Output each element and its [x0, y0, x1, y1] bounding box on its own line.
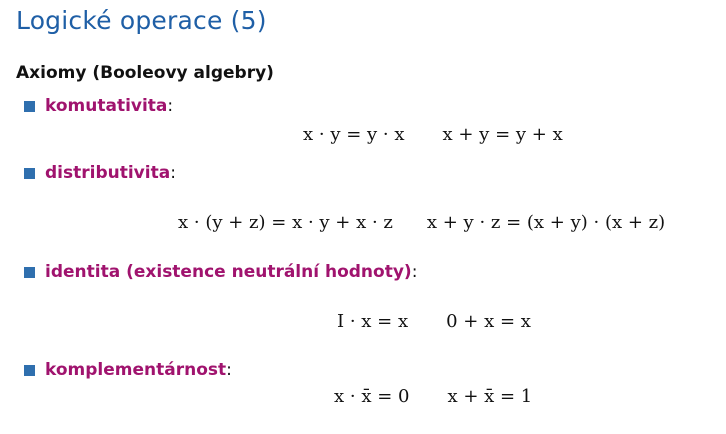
colon: : [411, 262, 418, 282]
list-item-identita [24, 262, 417, 282]
formula: x · x̄ = 0 [334, 386, 410, 407]
formula-row [334, 386, 532, 407]
square-bullet-icon [24, 267, 35, 278]
term-label: distributivita [45, 163, 171, 183]
formula: x + y = y + x [442, 124, 563, 145]
square-bullet-icon [24, 168, 35, 179]
colon: : [167, 96, 174, 116]
section-heading: Axiomy (Booleovy algebry) [16, 63, 274, 83]
formula: I · x = x [337, 311, 409, 332]
list-item-komplementarnost [24, 360, 232, 380]
square-bullet-icon [24, 101, 35, 112]
term-label: komplementárnost [45, 360, 227, 380]
term-label: identita (existence neutrální hodnoty) [45, 262, 412, 282]
list-item-distributivita [24, 163, 176, 183]
list-item-komutativita [24, 96, 173, 116]
square-bullet-icon [24, 365, 35, 376]
colon: : [170, 163, 176, 183]
formula: x · (y + z) = x · y + x · z [178, 212, 393, 233]
formula-row [337, 311, 531, 332]
formula: 0 + x = x [446, 311, 531, 332]
formula: x + y · z = (x + y) · (x + z) [426, 212, 666, 233]
term-label: komutativita [45, 96, 168, 116]
slide-title: Logické operace (5) [16, 6, 267, 35]
formula: x + x̄ = 1 [447, 386, 533, 407]
formula-row [303, 124, 563, 145]
formula-row [178, 212, 665, 233]
colon: : [226, 360, 232, 380]
formula: x · y = y · x [303, 124, 405, 145]
